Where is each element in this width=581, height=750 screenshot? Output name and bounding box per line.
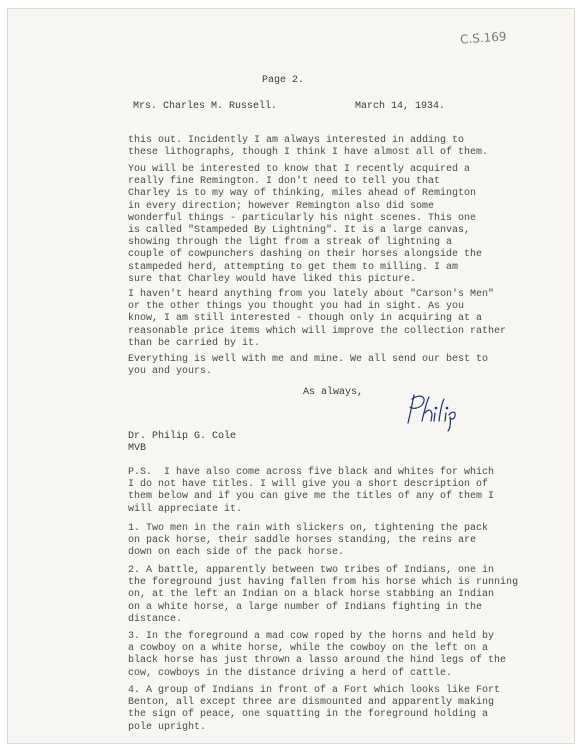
body-paragraph-1: this out. Incidently I am always interested in adding to these lithographs, though I think I have almost all of them. — [128, 135, 489, 159]
letter-sheet — [7, 8, 575, 744]
typist-initials: MVB — [128, 443, 147, 454]
postscript-paragraph: P.S. I have also come across five black and whites for which I do not have titles. I will give you a short description of them below and if you can give me the titles of any of them I will appreciate it. — [128, 467, 495, 515]
list-item-1: 1. Two men in the rain with slickers on, tightening the pack on pack horse, their saddle horses standing, the reins are down on each side of the pack horse. — [128, 523, 489, 559]
archive-mark: C.S.169 — [459, 29, 507, 47]
body-paragraph-3: I haven't heard anything from you lately about "Carson's Men" or the other things you thought you had in sight. As you know, I am still interested - though only in acquiring at a reasonable price items which will improve the collection rather than be carried by it. — [128, 289, 507, 349]
sender-name: Dr. Philip G. Cole — [128, 431, 237, 442]
list-item-2: 2. A battle, apparently between two tribes of Indians, one in the foreground just having fallen from his horse which is running on, at the left an Indian on a black horse stabbing an Indian on a white horse, a large number of Indians fighting in the distance. — [128, 565, 519, 625]
page-number: Page 2. — [262, 75, 305, 86]
handwritten-signature — [402, 387, 464, 433]
list-item-3: 3. In the foreground a mad cow roped by the horns and held by a cowboy on a white horse, while the cowboy on the left on a black horse has just thrown a lasso around the hind legs of the cow, cowboys in the distance driving a herd of cattle. — [128, 631, 507, 679]
body-paragraph-4: Everything is well with me and mine. We all send our best to you and yours. — [128, 354, 489, 378]
list-item-4: 4. A group of Indians in front of a Fort which looks like Fort Benton, all except three are dismounted and apparently making the sign of peace, one squatting in the foreground holding a pole upright. — [128, 685, 501, 733]
letter-date: March 14, 1934. — [355, 101, 446, 112]
closing-line: As always, — [303, 387, 364, 398]
letter-recipient: Mrs. Charles M. Russell. — [133, 101, 278, 112]
body-paragraph-2: You will be interested to know that I recently acquired a really fine Remington. I don't need to tell you that Charley is to my way of thinking, miles ahead of Remington in every direction; however Remington also did some wonderful things - particularly his night scenes. This one is called "Stampeded By Lightning". It is a large canvas, showing through the light from a streak of lightning a couple of cowpunchers dashing on their horses alongside the stampeded herd, attempting to get them to milling. I am sure that Charley would have liked this picture. — [128, 164, 483, 285]
